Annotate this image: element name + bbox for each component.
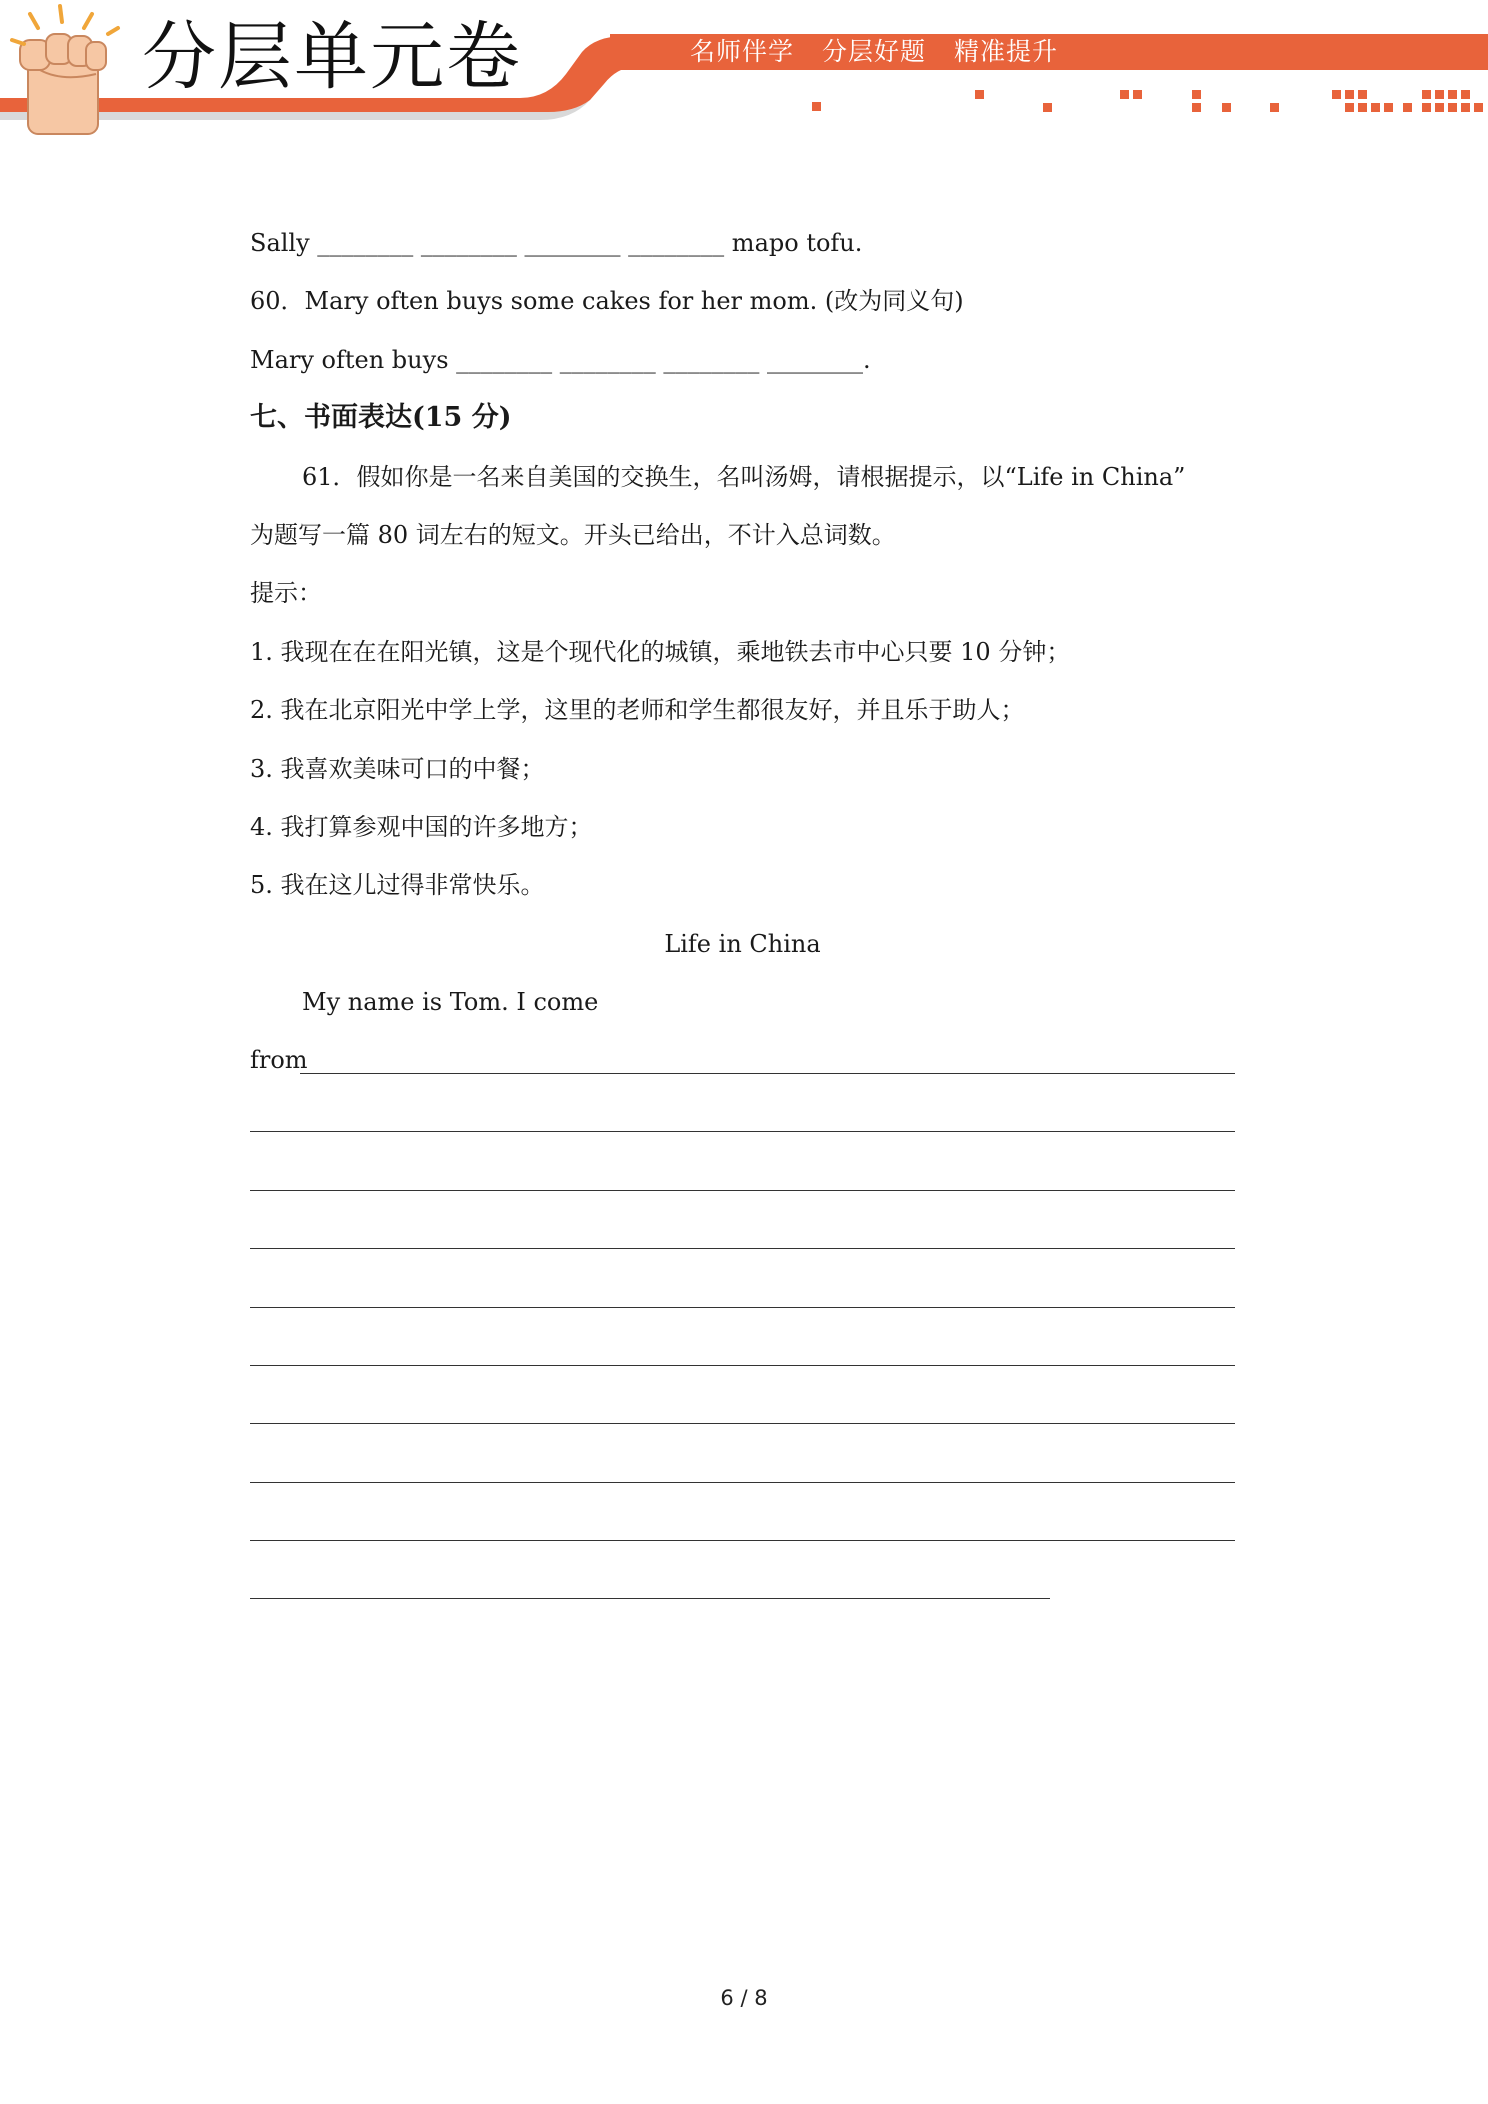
hint-item: 5. 我在这儿过得非常快乐。 — [250, 871, 545, 899]
page-header — [0, 0, 1488, 140]
writing-prompt-line-2: 为题写一篇 80 词左右的短文。开头已给出，不计入总词数。 — [250, 521, 896, 549]
slogan-bar — [690, 34, 1058, 70]
brand-title: 分层单元卷 — [142, 14, 522, 100]
hint-item: 4. 我打算参观中国的许多地方； — [250, 813, 593, 841]
writing-line[interactable] — [250, 1482, 1235, 1483]
slogan-2: 分层好题 — [822, 37, 927, 66]
writing-line[interactable] — [250, 1365, 1235, 1366]
writing-line[interactable] — [250, 1307, 1235, 1308]
writing-line[interactable] — [250, 1131, 1235, 1132]
writing-line[interactable] — [300, 1073, 1235, 1074]
writing-prompt-line-1: 61．假如你是一名来自美国的交换生，名叫汤姆，请根据提示，以“Life in China” — [302, 463, 1186, 491]
hint-item: 2. 我在北京阳光中学上学，这里的老师和学生都很友好，并且乐于助人； — [250, 696, 1025, 724]
writing-section-heading: 七、书面表达(15 分) — [250, 402, 512, 433]
slogan-3: 精准提升 — [954, 37, 1059, 66]
decorative-dots — [812, 90, 1483, 112]
writing-line[interactable] — [250, 1248, 1235, 1249]
from-label: from — [250, 1046, 308, 1074]
slogan-1: 名师伴学 — [690, 37, 795, 66]
writing-line[interactable] — [250, 1540, 1235, 1541]
essay-start: My name is Tom. I come — [302, 988, 599, 1016]
writing-line[interactable] — [250, 1423, 1235, 1424]
hints-label: 提示： — [250, 579, 322, 607]
q60-answer-line: Mary often buys ________ ________ ________ ________. — [250, 346, 871, 374]
hint-item: 1. 我现在在在阳光镇，这是个现代化的城镇，乘地铁去市中心只要 10 分钟； — [250, 638, 1071, 666]
fist-icon — [20, 34, 106, 134]
writing-line[interactable] — [250, 1598, 1050, 1599]
essay-title: Life in China — [664, 930, 821, 958]
q60-prompt: 60．Mary often buys some cakes for her mom. (改为同义句) — [250, 287, 964, 315]
writing-line[interactable] — [250, 1190, 1235, 1191]
page-number: 6 / 8 — [720, 1986, 768, 2010]
q59-answer-line: Sally ________ ________ ________ ________ mapo tofu. — [250, 229, 863, 257]
hint-item: 3. 我喜欢美味可口的中餐； — [250, 755, 545, 783]
